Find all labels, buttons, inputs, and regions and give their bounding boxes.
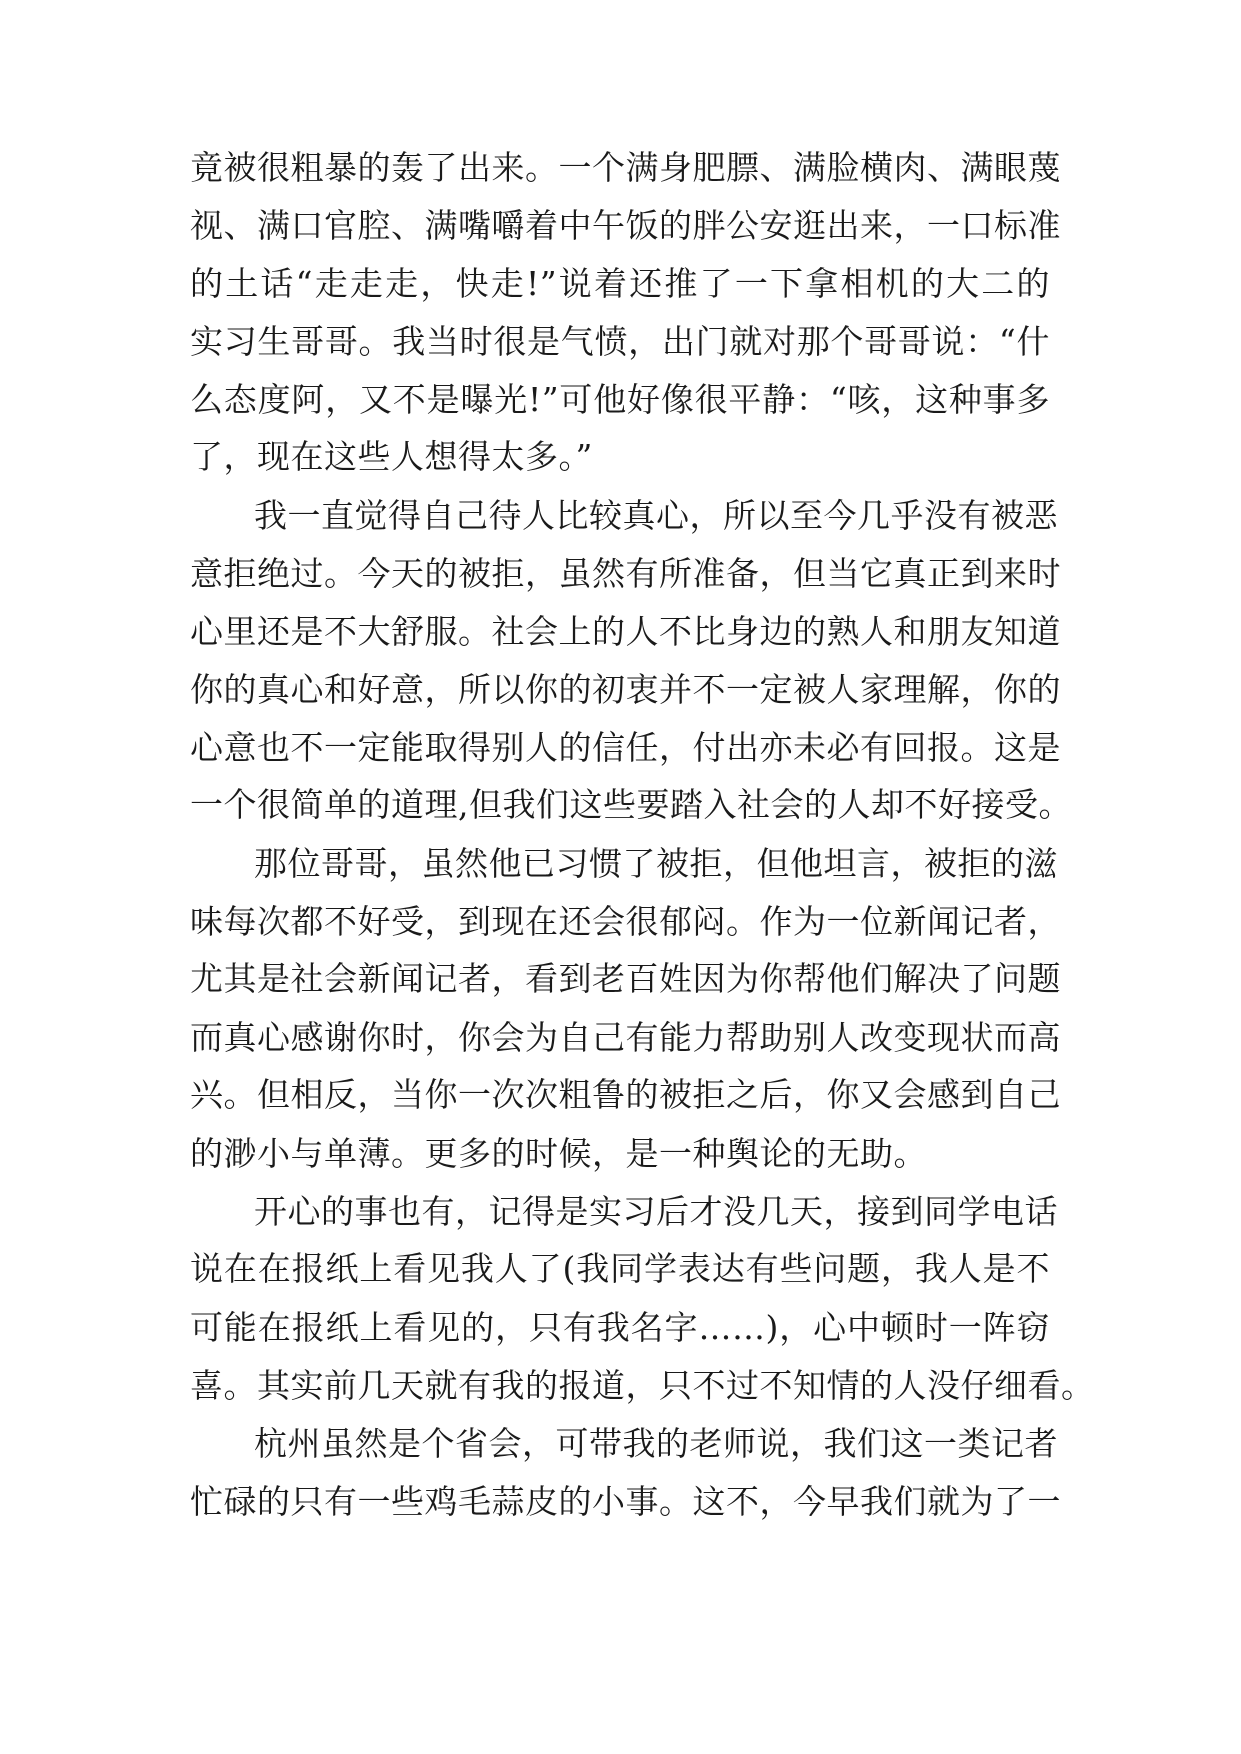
paragraph-first-line: 我一直觉得自己待人比较真心，所以至今几乎没有被恶 [254, 496, 1058, 535]
text-line: 视、满口官腔、满嘴嚼着中午饭的胖公安逛出来，一口标准 [190, 206, 1061, 245]
text-line: 一个很简单的道理,但我们这些要踏入社会的人却不好接受。 [190, 785, 1072, 824]
paragraph-first-line: 开心的事也有，记得是实习后才没几天，接到同学电话 [254, 1192, 1058, 1231]
text-line: 忙碌的只有一些鸡毛蒜皮的小事。这不，今早我们就为了一 [190, 1482, 1061, 1521]
text-line: 的土话“走走走，快走!”说着还推了一下拿相机的大二的 [190, 264, 1050, 303]
text-line: 意拒绝过。今天的被拒，虽然有所准备，但当它真正到来时 [190, 554, 1061, 593]
text-line: 了，现在这些人想得太多。” [190, 437, 593, 476]
text-line: 你的真心和好意，所以你的初衷并不一定被人家理解，你的 [190, 670, 1061, 709]
text-line: 实习生哥哥。我当时很是气愤，出门就对那个哥哥说：“什 [190, 322, 1050, 361]
text-line: 兴。但相反，当你一次次粗鲁的被拒之后，你又会感到自己 [190, 1075, 1061, 1114]
text-line: 尤其是社会新闻记者，看到老百姓因为你帮他们解决了问题 [190, 959, 1061, 998]
paragraph-first-line: 杭州虽然是个省会，可带我的老师说，我们这一类记者 [254, 1424, 1058, 1463]
text-line: 的渺小与单薄。更多的时候，是一种舆论的无助。 [190, 1134, 927, 1173]
text-line: 而真心感谢你时，你会为自己有能力帮助别人改变现状而高 [190, 1018, 1061, 1057]
text-line: 竟被很粗暴的轰了出来。一个满身肥膘、满脸横肉、满眼蔑 [190, 148, 1061, 187]
text-line: 味每次都不好受，到现在还会很郁闷。作为一位新闻记者， [190, 902, 1061, 941]
text-line: 说在在报纸上看见我人了(我同学表达有些问题，我人是不 [190, 1249, 1050, 1288]
text-line: 么态度阿，又不是曝光!”可他好像很平静：“咳，这种事多 [190, 380, 1050, 419]
text-line: 心里还是不大舒服。社会上的人不比身边的熟人和朋友知道 [190, 612, 1061, 651]
text-line: 可能在报纸上看见的，只有我名字……)，心中顿时一阵窃 [190, 1308, 1050, 1347]
text-line: 喜。其实前几天就有我的报道，只不过不知情的人没仔细看。 [190, 1366, 1095, 1405]
paragraph-first-line: 那位哥哥，虽然他已习惯了被拒，但他坦言，被拒的滋 [254, 844, 1058, 883]
text-line: 心意也不一定能取得别人的信任，付出亦未必有回报。这是 [190, 728, 1061, 767]
